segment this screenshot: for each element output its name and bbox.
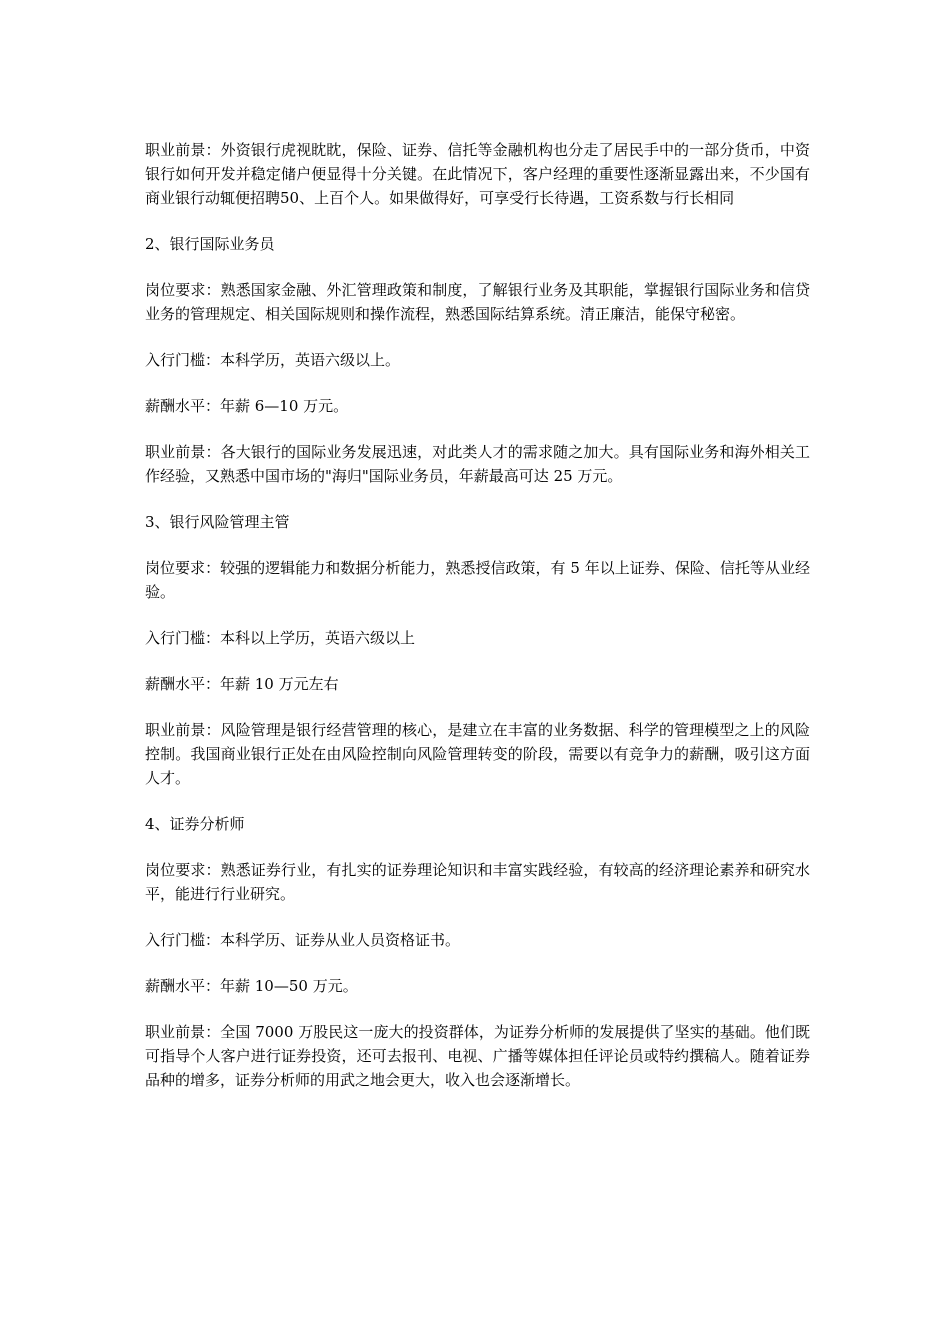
paragraph-job-requirements: 岗位要求：熟悉国家金融、外汇管理政策和制度，了解银行业务及其职能，掌握银行国际业务和信贷业务的管理规定、相关国际规则和操作流程，熟悉国际结算系统。清正廉洁，能保守秘密。 [145,281,810,323]
section-heading-international-business-clerk: 2、银行国际业务员 [145,235,275,253]
section-heading-securities-analyst: 4、证券分析师 [145,815,245,833]
paragraph-entry-threshold: 入行门槛：本科学历，英语六级以上。 [145,351,401,369]
paragraph-salary-level: 薪酬水平：年薪 10—50 万元。 [145,977,358,995]
paragraph-salary-level: 薪酬水平：年薪 10 万元左右 [145,675,339,693]
paragraph-career-outlook-customer-manager: 职业前景：外资银行虎视眈眈，保险、证券、信托等金融机构也分走了居民手中的一部分货币，中资银行如何开发并稳定储户便显得十分关键。在此情况下，客户经理的重要性逐渐显露出来，不少国有商业银行动辄便招聘50、上百个人。如果做得好，可享受行长待遇，工资系数与行长相同 [145,141,810,207]
paragraph-job-requirements: 岗位要求：熟悉证券行业，有扎实的证券理论知识和丰富实践经验，有较高的经济理论素养和研究水平，能进行行业研究。 [145,861,810,903]
section-heading-risk-management-supervisor: 3、银行风险管理主管 [145,513,290,531]
document-body [145,138,810,1114]
paragraph-career-outlook: 职业前景：风险管理是银行经营管理的核心，是建立在丰富的业务数据、科学的管理模型之上的风险控制。我国商业银行正处在由风险控制向风险管理转变的阶段，需要以有竞争力的薪酬，吸引这方面人才。 [145,721,810,787]
paragraph-entry-threshold: 入行门槛：本科学历、证券从业人员资格证书。 [145,931,461,949]
paragraph-salary-level: 薪酬水平：年薪 6—10 万元。 [145,397,349,415]
paragraph-career-outlook: 职业前景：各大银行的国际业务发展迅速，对此类人才的需求随之加大。具有国际业务和海外相关工作经验，又熟悉中国市场的"海归"国际业务员，年薪最高可达 25 万元。 [145,443,810,485]
paragraph-job-requirements: 岗位要求：较强的逻辑能力和数据分析能力，熟悉授信政策，有 5 年以上证券、保险、信托等从业经验。 [145,559,810,601]
paragraph-career-outlook: 职业前景：全国 7000 万股民这一庞大的投资群体，为证券分析师的发展提供了坚实的基础。他们既可指导个人客户进行证券投资，还可去报刊、电视、广播等媒体担任评论员或特约撰稿人。随着证券品种的增多，证券分析师的用武之地会更大，收入也会逐渐增长。 [145,1023,810,1089]
paragraph-entry-threshold: 入行门槛：本科以上学历，英语六级以上 [145,629,416,647]
